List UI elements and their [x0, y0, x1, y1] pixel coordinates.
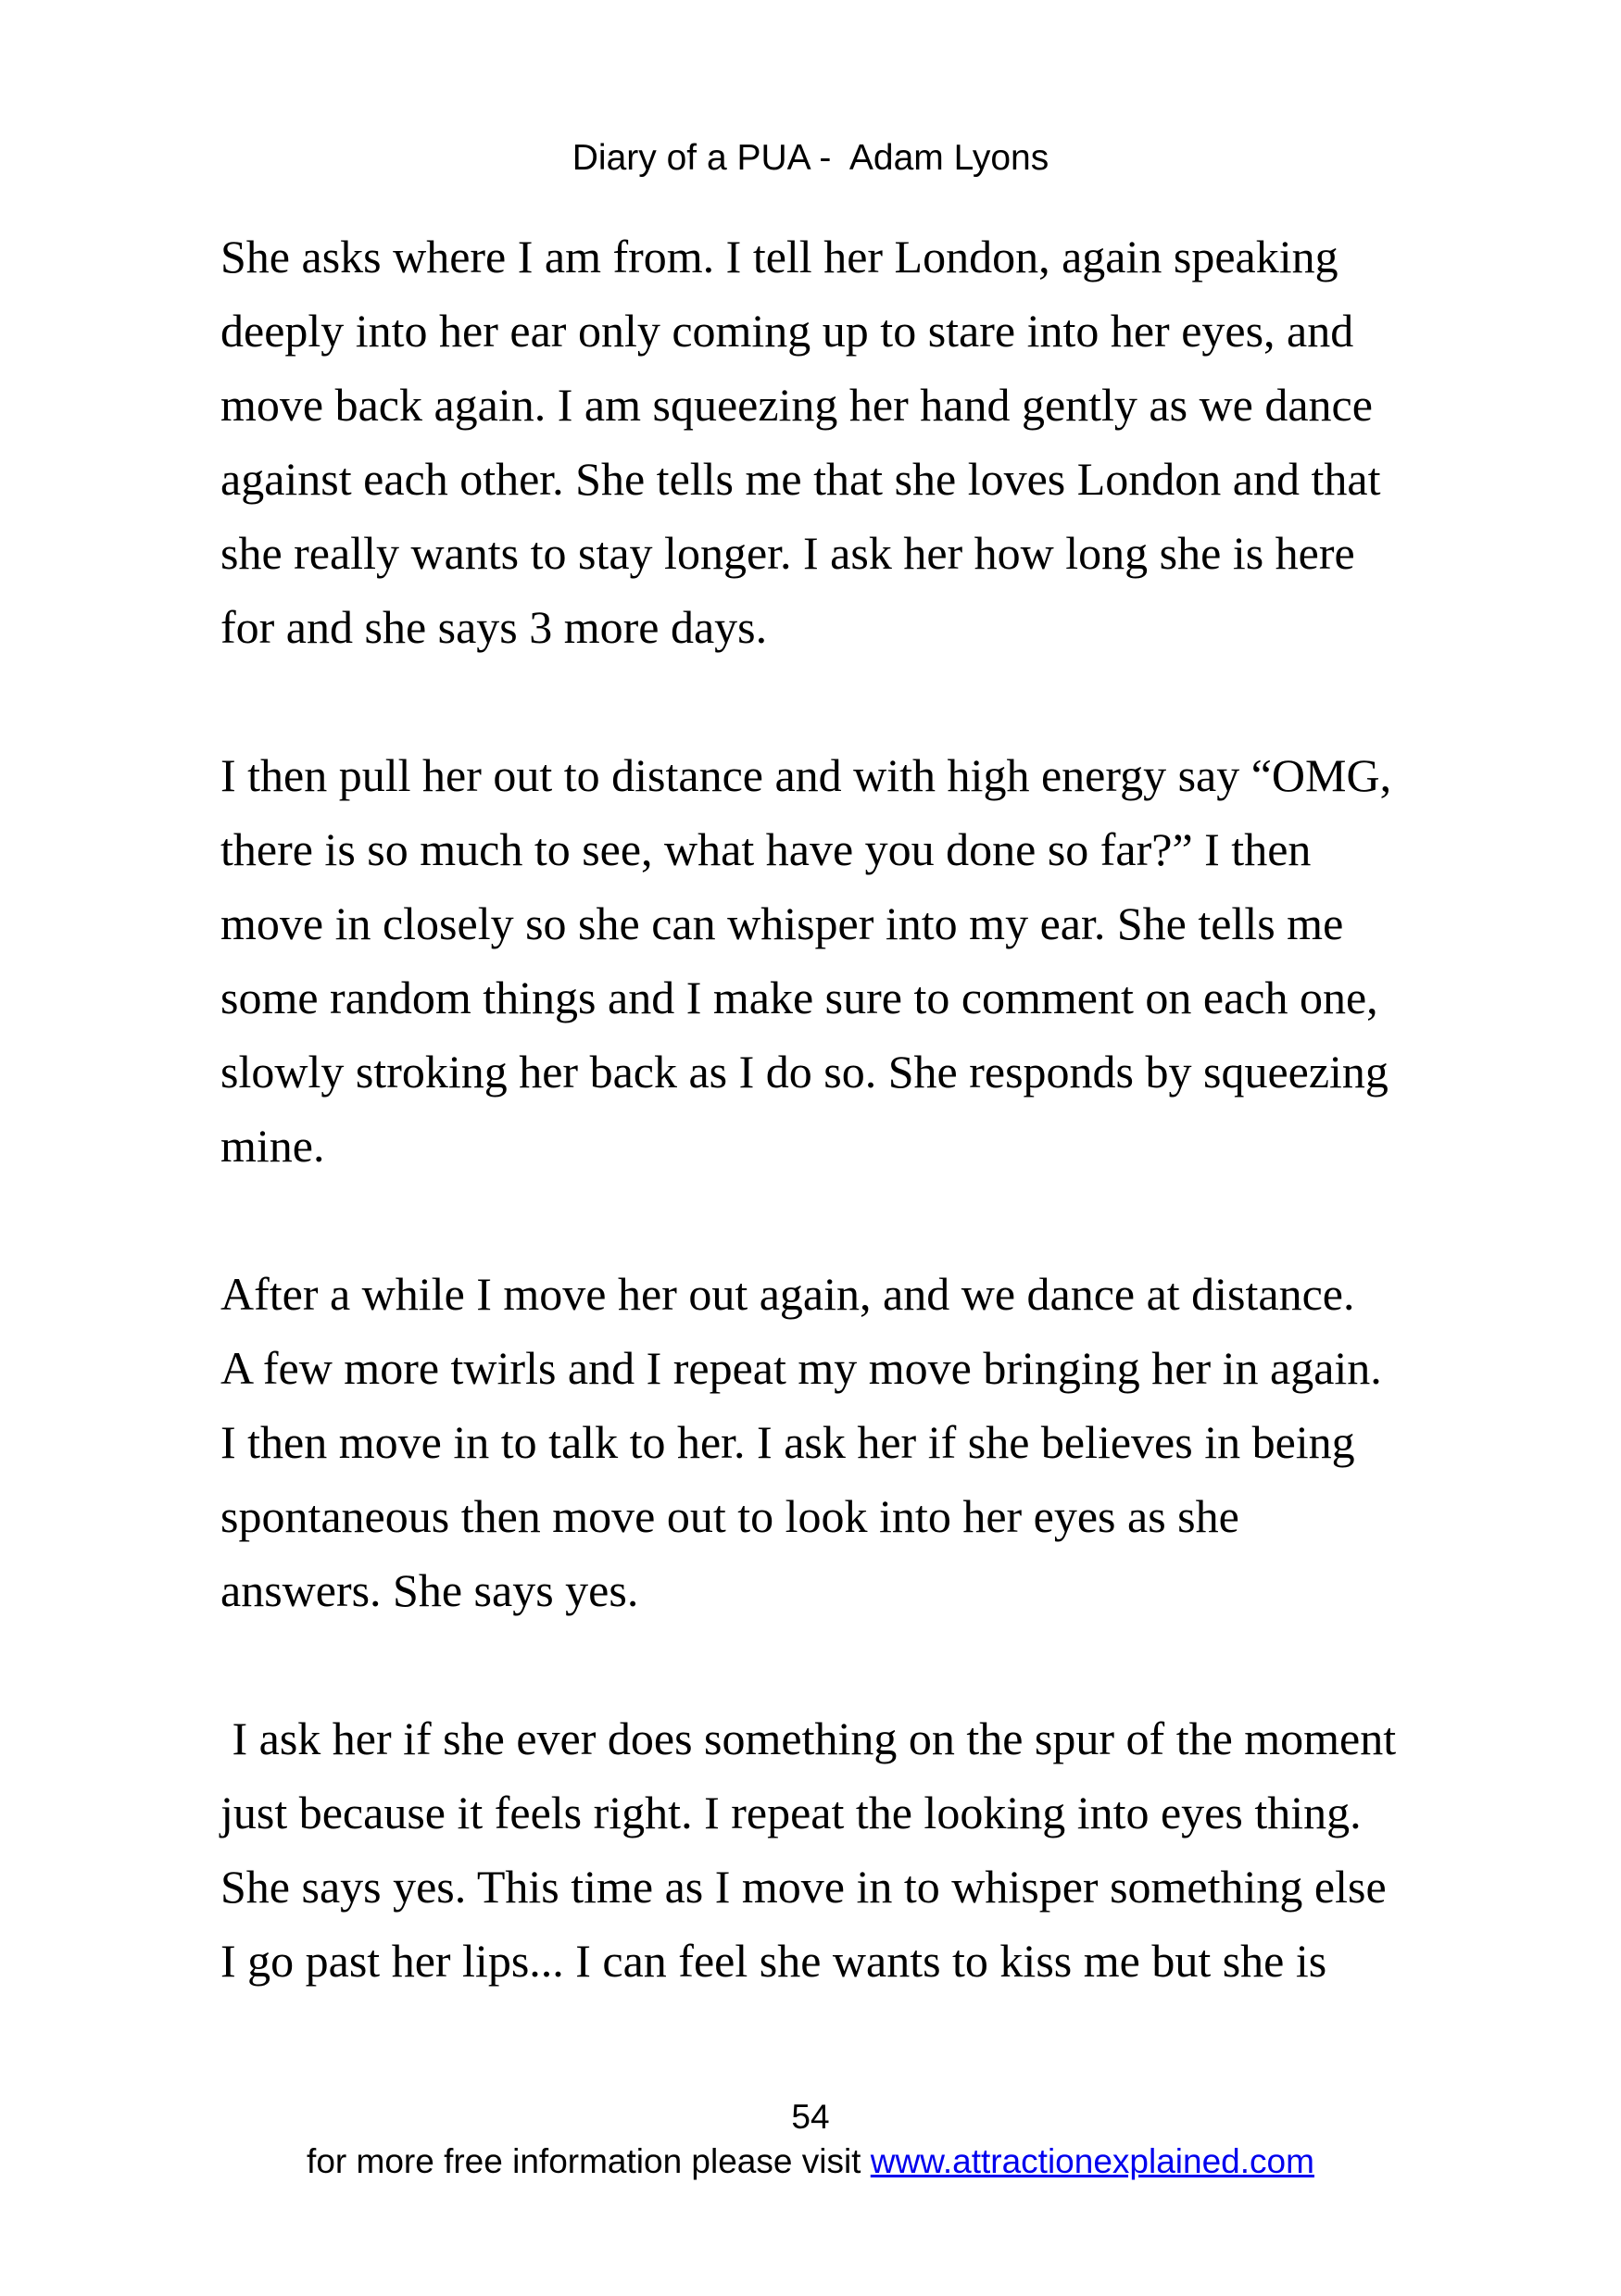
footer	[0, 2140, 1621, 2183]
text-line: some random things and I make sure to comment on each one,	[220, 972, 1378, 1023]
page-number: 54	[791, 2098, 830, 2136]
text-line: I ask her if she ever does something on the spur of the moment	[220, 1713, 1397, 1764]
text-line: A few more twirls and I repeat my move bringing her in again.	[220, 1342, 1382, 1394]
text-line: I go past her lips... I can feel she wants to kiss me but she is	[220, 1935, 1327, 1987]
text-line: against each other. She tells me that she loves London and that	[220, 453, 1381, 505]
text-line: She says yes. This time as I move in to whisper something else	[220, 1861, 1387, 1913]
body-text	[220, 220, 1425, 1998]
text-line: After a while I move her out again, and we dance at distance.	[220, 1268, 1355, 1320]
text-line: she really wants to stay longer. I ask her how long she is here	[220, 527, 1355, 579]
text-line: move in closely so she can whisper into my ear. She tells me	[220, 897, 1344, 949]
text-line: deeply into her ear only coming up to stare into her eyes, and	[220, 305, 1354, 357]
footer-prefix: for more free information please visit	[307, 2142, 871, 2180]
text-line: I then move in to talk to her. I ask her if she believes in being	[220, 1416, 1355, 1468]
text-line: just because it feels right. I repeat the looking into eyes thing.	[220, 1787, 1362, 1838]
text-line: for and she says 3 more days.	[220, 601, 768, 653]
text-line: move back again. I am squeezing her hand gently as we dance	[220, 379, 1373, 431]
text-line: answers. She says yes.	[220, 1564, 639, 1616]
text-line: I then pull her out to distance and with high energy say “OMG,	[220, 749, 1392, 801]
paragraph-gap	[220, 1627, 1425, 1701]
page-header: Diary of a PUA - Adam Lyons	[572, 138, 1049, 178]
text-line: there is so much to see, what have you done so far?” I then	[220, 823, 1312, 875]
text-line: She asks where I am from. I tell her London, again speaking	[220, 231, 1338, 282]
text-line: mine.	[220, 1120, 325, 1172]
paragraph-gap	[220, 1183, 1425, 1257]
text-line: slowly stroking her back as I do so. She responds by squeezing	[220, 1046, 1389, 1098]
text-line: spontaneous then move out to look into her eyes as she	[220, 1490, 1239, 1542]
website-link[interactable]: www.attractionexplained.com	[870, 2142, 1314, 2180]
paragraph-gap	[220, 664, 1425, 738]
